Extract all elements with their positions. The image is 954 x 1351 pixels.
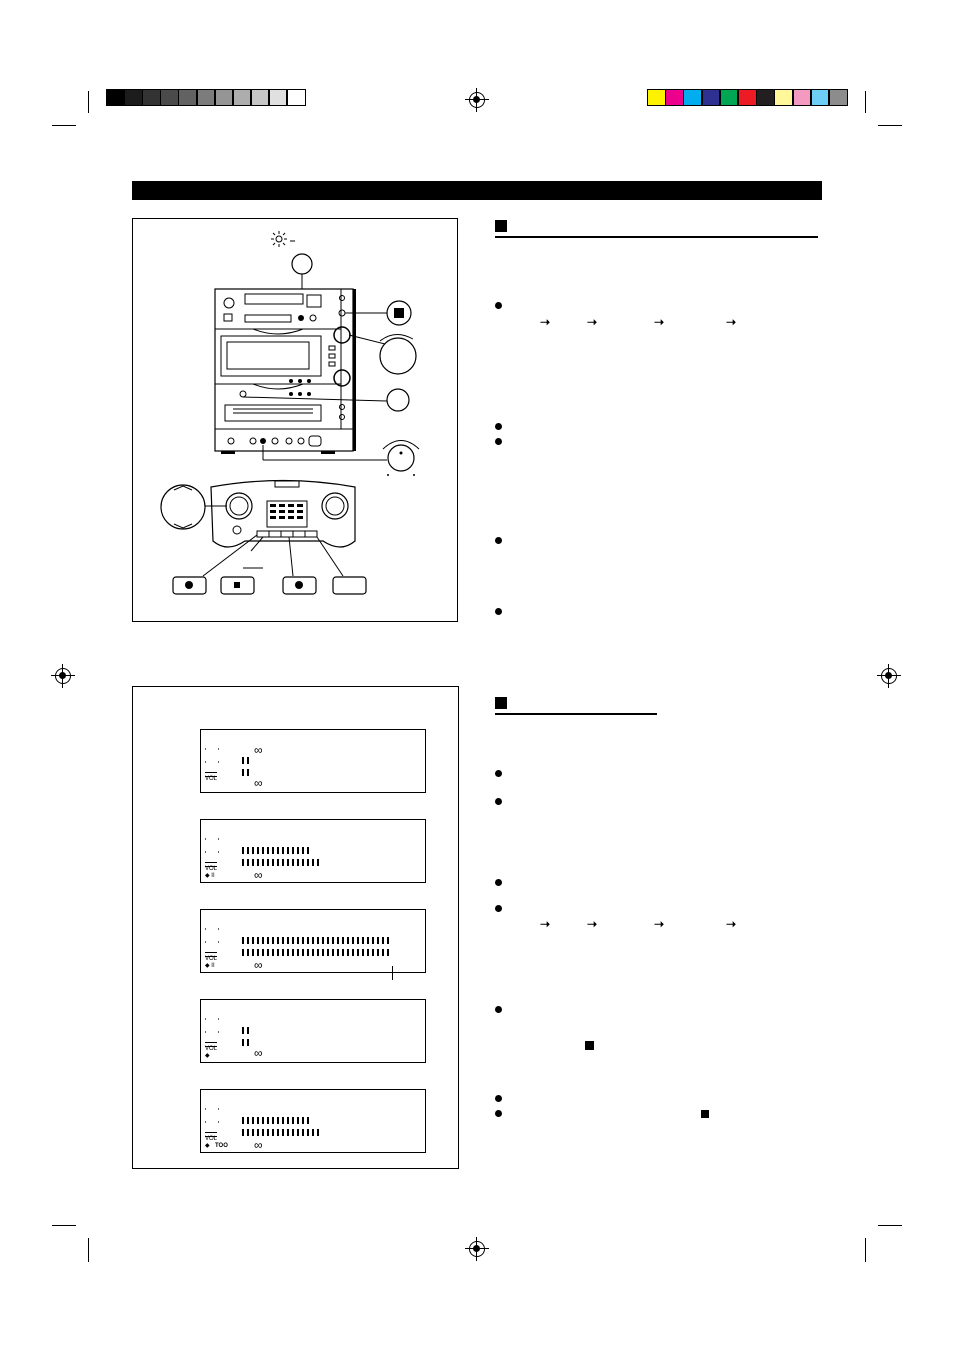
segment-tick [205, 748, 206, 750]
status-markers: ◆ [205, 1053, 210, 1059]
bullet-point [495, 423, 502, 430]
remote-control-illustration [211, 481, 355, 548]
infinity-symbol: ∞ [254, 1138, 262, 1152]
display-example [200, 729, 426, 793]
section-underline [495, 236, 818, 238]
display-example [200, 819, 426, 883]
right-arrow-icon: ➝ [726, 917, 737, 931]
segment-tick [205, 1018, 206, 1020]
segment-tick [205, 1121, 206, 1123]
infinity-symbol: ∞ [254, 776, 262, 790]
record-icon [185, 581, 193, 589]
bullet-point [495, 879, 502, 886]
segment-tick [218, 838, 219, 840]
volume-label: VOL [205, 956, 218, 962]
status-markers: ◆ II [205, 963, 215, 969]
level-meter-top [242, 757, 249, 764]
level-meter-bottom [242, 769, 249, 776]
device-illustration-panel [132, 218, 458, 622]
level-meter-bottom [242, 949, 389, 956]
stop-icon [234, 582, 240, 588]
color-swatch [665, 89, 684, 106]
infinity-symbol: ∞ [254, 743, 262, 757]
infinity-symbol: ∞ [254, 958, 262, 972]
gray-swatch [160, 89, 179, 106]
gray-swatch [233, 89, 252, 106]
right-arrow-icon: ➝ [654, 315, 665, 329]
level-meter-bottom [242, 1039, 249, 1046]
segment-tick [218, 1121, 219, 1123]
color-swatch [702, 89, 721, 106]
section-underline [495, 713, 657, 715]
stereo-system-illustration [133, 219, 459, 623]
level-meter-top [242, 1117, 309, 1124]
gray-swatch [106, 89, 125, 106]
display-example [200, 909, 426, 973]
crop-mark [52, 125, 76, 126]
crop-mark [88, 1238, 89, 1262]
gray-swatch [178, 89, 197, 106]
segment-tick [218, 1031, 219, 1033]
level-meter-bottom [242, 1129, 319, 1136]
right-arrow-icon: ➝ [654, 917, 665, 931]
color-swatch [793, 89, 812, 106]
level-meter-top [242, 1027, 249, 1034]
registration-target-icon [881, 668, 897, 684]
status-markers: ◆ II [205, 873, 215, 879]
segment-tick [205, 1108, 206, 1110]
volume-label: VOL [205, 1136, 218, 1142]
record-icon [295, 581, 303, 589]
right-arrow-icon: ➝ [587, 917, 598, 931]
status-marker-bold: TOO [215, 1143, 228, 1149]
crop-mark [878, 1225, 902, 1226]
color-swatch [774, 89, 793, 106]
color-swatch [683, 89, 702, 106]
crop-mark [878, 125, 902, 126]
bullet-point [495, 1095, 502, 1102]
display-example [200, 1089, 426, 1153]
indicator-line [392, 966, 393, 980]
crop-mark [88, 91, 89, 113]
right-arrow-icon: ➝ [540, 315, 551, 329]
bullet-point [495, 302, 502, 309]
segment-tick [205, 761, 206, 763]
registration-target-icon [55, 668, 71, 684]
segment-tick [205, 941, 206, 943]
segment-tick [218, 1108, 219, 1110]
section-marker-square [495, 697, 507, 709]
section-header-bar [132, 181, 822, 200]
crop-mark [865, 1238, 866, 1262]
stop-icon [394, 308, 404, 318]
right-arrow-icon: ➝ [587, 315, 598, 329]
color-swatch [811, 89, 830, 106]
segment-tick [218, 851, 219, 853]
gray-swatch [124, 89, 143, 106]
segment-tick [218, 941, 219, 943]
gray-swatch [197, 89, 216, 106]
bullet-point [495, 798, 502, 805]
section-marker-square [495, 220, 507, 232]
gray-swatch [269, 89, 288, 106]
crop-mark [865, 91, 866, 113]
segment-tick [218, 748, 219, 750]
crop-mark [52, 1225, 76, 1226]
gray-swatch [251, 89, 270, 106]
stop-icon [701, 1110, 709, 1118]
bullet-point [495, 608, 502, 615]
color-swatch [647, 89, 666, 106]
sun-icon [271, 231, 295, 247]
gray-swatch [142, 89, 161, 106]
bullet-point [495, 438, 502, 445]
bullet-point [495, 770, 502, 777]
bullet-point [495, 537, 502, 544]
infinity-symbol: ∞ [254, 868, 262, 882]
segment-tick [205, 851, 206, 853]
display-example [200, 999, 426, 1063]
bullet-point [495, 1110, 502, 1117]
registration-target-icon [469, 92, 485, 108]
level-meter-top [242, 847, 309, 854]
registration-target-icon [469, 1241, 485, 1257]
gray-swatch [215, 89, 234, 106]
bullet-point [495, 905, 502, 912]
right-arrow-icon: ➝ [540, 917, 551, 931]
volume-knob-icon [383, 441, 419, 477]
segment-tick [205, 928, 206, 930]
jog-dial-icon [161, 485, 205, 529]
volume-label: VOL [205, 776, 218, 782]
volume-label: VOL [205, 1046, 218, 1052]
volume-label: VOL [205, 866, 218, 872]
color-swatch [829, 89, 848, 106]
segment-tick [218, 1018, 219, 1020]
bullet-point [495, 1006, 502, 1013]
color-swatch [738, 89, 757, 106]
color-swatch [756, 89, 775, 106]
right-arrow-icon: ➝ [726, 315, 737, 329]
level-meter-bottom [242, 859, 319, 866]
segment-tick [205, 1031, 206, 1033]
color-swatch [720, 89, 739, 106]
gray-swatch [287, 89, 306, 106]
segment-tick [205, 838, 206, 840]
status-markers: ◆ [205, 1143, 210, 1149]
segment-tick [218, 761, 219, 763]
infinity-symbol: ∞ [254, 1046, 262, 1060]
stop-icon [585, 1041, 594, 1050]
level-meter-top [242, 937, 389, 944]
segment-tick [218, 928, 219, 930]
